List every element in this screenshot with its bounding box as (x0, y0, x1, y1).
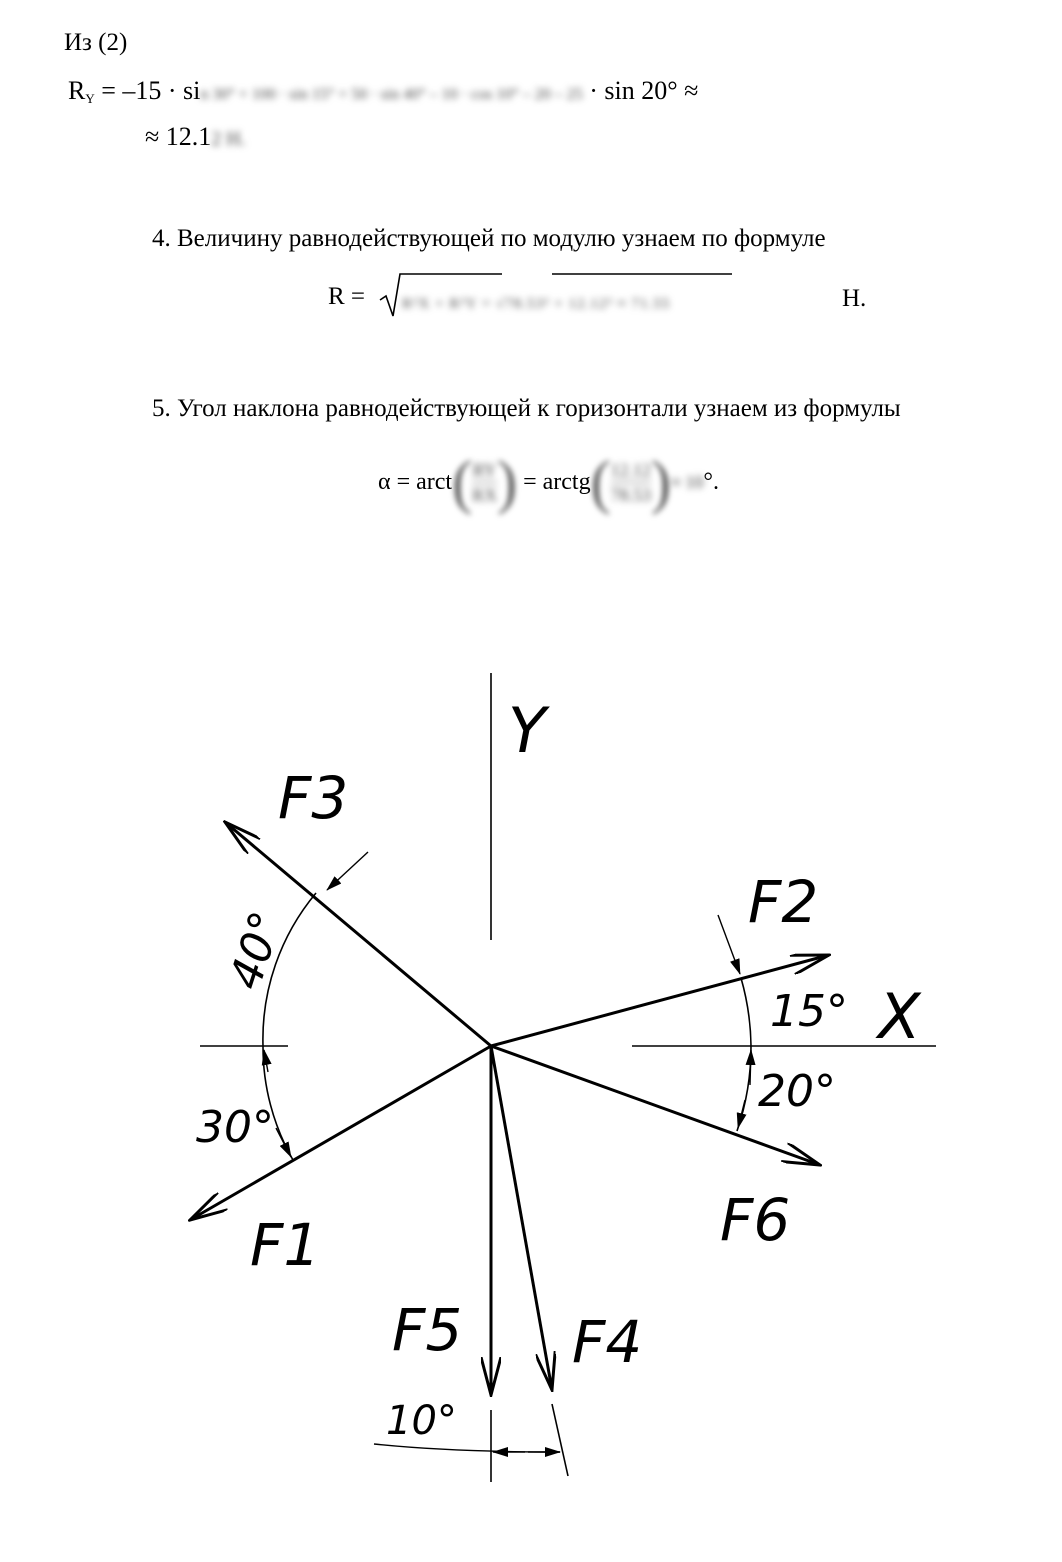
frac1-den: RX (472, 484, 498, 505)
dim-line-f4 (552, 1404, 568, 1476)
alpha-blur-end: ≈ 10 (671, 472, 704, 492)
arrow-20-top (750, 1050, 751, 1085)
left-paren-1: ( (452, 449, 473, 515)
step-5-heading: 5. Угол наклона равнодействующей к горизонтали узнаем из формулы (152, 395, 901, 422)
f4-label: F4 (572, 1308, 643, 1376)
right-paren-2: ) (651, 449, 672, 515)
arc-20 (737, 1046, 751, 1131)
step-4-heading: 4. Величину равнодействующей по модулю узнаем по формуле (152, 225, 826, 252)
ry-eq-start: = –15 · si (94, 76, 201, 105)
arrow-30-bottom (276, 1128, 291, 1157)
angle-10-label: 10° (386, 1398, 457, 1444)
angle-30-label: 30° (196, 1102, 274, 1153)
f6-label: F6 (720, 1186, 791, 1254)
ry-result-start: ≈ 12.1 (145, 122, 212, 151)
frac2-num: 12.12 (611, 458, 652, 483)
ry-symbol: R (68, 76, 86, 105)
frac2-den: 78.53 (610, 484, 652, 505)
ry-blurred-terms: n 30° + 100 · sin 15° + 50 · sin 40° – 10 · cos 10° – 20 – 25 (200, 86, 583, 103)
alpha-start: α = arct (378, 469, 453, 495)
y-axis-label: Y (508, 694, 546, 767)
f2-label: F2 (748, 868, 819, 936)
ry-eq-end: · sin 20° ≈ (589, 76, 699, 105)
alpha-mid: = arctg (523, 469, 591, 495)
frac1-num: RY (472, 458, 497, 483)
r-unit: Н. (842, 285, 867, 312)
angle-40-label: 40° (219, 905, 293, 996)
arrow-15-tip (718, 915, 740, 974)
arc-10 (374, 1444, 560, 1452)
arrow-20-bottom (738, 1100, 745, 1128)
arc-15 (741, 978, 751, 1046)
angle-20-label: 20° (758, 1066, 836, 1117)
r-blurred-expr: R²X + R²Y = √78.53² + 12.12² ≈ 71.55 (402, 296, 671, 312)
f3-label: F3 (278, 764, 349, 832)
r-eq-start: R = (328, 283, 366, 310)
left-paren-2: ( (590, 449, 611, 515)
ry-subscript: Y (85, 91, 95, 106)
arrow-40-tip (327, 852, 368, 890)
right-paren-1: ) (497, 449, 518, 515)
f1-label: F1 (250, 1211, 321, 1279)
f5-label: F5 (392, 1296, 463, 1364)
section-ref: Из (2) (64, 29, 128, 56)
alpha-end: °. (703, 469, 720, 495)
f4-vector (491, 1046, 552, 1390)
x-axis-label: X (878, 980, 921, 1053)
ry-result-blur: 2 Н. (211, 128, 246, 150)
angle-15-label: 15° (770, 986, 848, 1037)
